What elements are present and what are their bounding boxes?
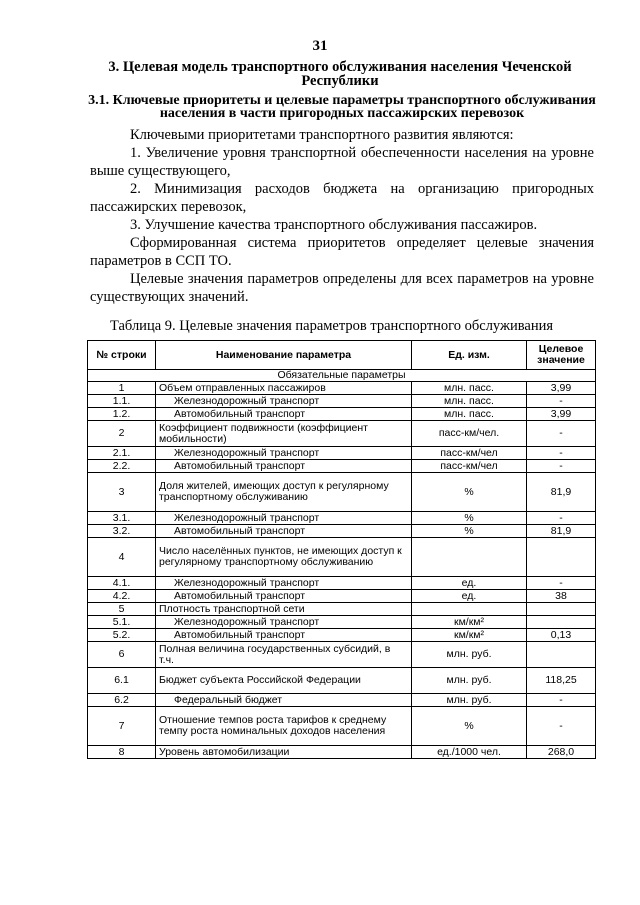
header-row-number: № строки xyxy=(88,341,156,370)
target-value-cell: 3,99 xyxy=(527,382,596,395)
target-value-cell: - xyxy=(527,512,596,525)
paragraph: Ключевыми приоритетами транспортного развития являются: xyxy=(130,127,514,143)
target-value-cell xyxy=(527,616,596,629)
target-value-cell xyxy=(527,538,596,577)
parameter-name-cell: Объем отправленных пассажиров xyxy=(156,382,412,395)
unit-cell: ед. xyxy=(412,577,527,590)
unit-cell: млн. руб. xyxy=(412,694,527,707)
unit-cell: % xyxy=(412,473,527,512)
unit-cell: пасс-км/чел xyxy=(412,447,527,460)
unit-cell: ед./1000 чел. xyxy=(412,746,527,759)
header-unit: Ед. изм. xyxy=(412,341,527,370)
paragraph: 1. Увеличение уровня транспортной обеспеченности населения на уровне выше существующего, xyxy=(90,145,594,179)
parameter-name-cell: Число населённых пунктов, не имеющих доступ к регулярному транспортному обслуживанию xyxy=(156,538,412,577)
table-row xyxy=(88,512,596,525)
parameter-name-cell: Железнодорожный транспорт xyxy=(156,447,412,460)
target-value-cell xyxy=(527,603,596,616)
parameter-name-cell: Полная величина государственных субсидий, в т.ч. xyxy=(156,642,412,668)
row-number-cell: 1 xyxy=(88,382,156,395)
row-number-cell: 5 xyxy=(88,603,156,616)
row-number-cell: 5.1. xyxy=(88,616,156,629)
row-number-cell: 4.2. xyxy=(88,590,156,603)
table-row xyxy=(88,707,596,746)
row-number-cell: 7 xyxy=(88,707,156,746)
parameter-name-cell: Автомобильный транспорт xyxy=(156,408,412,421)
parameter-name-cell: Автомобильный транспорт xyxy=(156,460,412,473)
unit-cell: пасс-км/чел xyxy=(412,460,527,473)
table-row xyxy=(88,668,596,694)
paragraph: 2. Минимизация расходов бюджета на организацию пригородных пассажирских перевозок, xyxy=(90,181,594,215)
target-value-cell: 268,0 xyxy=(527,746,596,759)
target-value-cell: - xyxy=(527,694,596,707)
parameter-name-cell: Отношение темпов роста тарифов к среднему темпу роста номинальных доходов населения xyxy=(156,707,412,746)
table-row xyxy=(88,460,596,473)
unit-cell: млн. руб. xyxy=(412,642,527,668)
row-number-cell: 3.1. xyxy=(88,512,156,525)
table-row xyxy=(88,590,596,603)
header-target-value: Целевое значение xyxy=(527,341,596,370)
table-caption: Таблица 9. Целевые значения параметров транспортного обслуживания xyxy=(110,318,554,334)
table-row xyxy=(88,746,596,759)
parameter-name-cell: Доля жителей, имеющих доступ к регулярному транспортному обслуживанию xyxy=(156,473,412,512)
target-value-cell: - xyxy=(527,577,596,590)
unit-cell: млн. руб. xyxy=(412,668,527,694)
parameter-name-cell: Бюджет субъекта Российской Федерации xyxy=(156,668,412,694)
row-number-cell: 2.2. xyxy=(88,460,156,473)
unit-cell: млн. пасс. xyxy=(412,382,527,395)
row-number-cell: 3 xyxy=(88,473,156,512)
row-number-cell: 4 xyxy=(88,538,156,577)
table-row xyxy=(88,694,596,707)
table-row xyxy=(88,577,596,590)
table-row xyxy=(88,616,596,629)
unit-cell: млн. пасс. xyxy=(412,408,527,421)
row-number-cell: 1.1. xyxy=(88,395,156,408)
row-number-cell: 6.1 xyxy=(88,668,156,694)
row-number-cell: 4.1. xyxy=(88,577,156,590)
target-value-cell xyxy=(527,642,596,668)
parameters-table xyxy=(87,340,596,759)
unit-cell: км/км² xyxy=(412,629,527,642)
target-value-cell: 81,9 xyxy=(527,525,596,538)
table-row xyxy=(88,421,596,447)
table-row xyxy=(88,629,596,642)
target-value-cell: - xyxy=(527,707,596,746)
unit-cell xyxy=(412,538,527,577)
section-heading: 3. Целевая модель транспортного обслуживания населения Чеченской Республики xyxy=(108,59,572,89)
row-number-cell: 1.2. xyxy=(88,408,156,421)
table-row xyxy=(88,642,596,668)
parameter-name-cell: Железнодорожный транспорт xyxy=(156,577,412,590)
table-row xyxy=(88,473,596,512)
row-number-cell: 3.2. xyxy=(88,525,156,538)
unit-cell: % xyxy=(412,707,527,746)
paragraph: 3. Улучшение качества транспортного обслуживания пассажиров. xyxy=(130,217,538,233)
parameter-name-cell: Уровень автомобилизации xyxy=(156,746,412,759)
table-row xyxy=(88,395,596,408)
table-row xyxy=(88,447,596,460)
parameter-name-cell: Железнодорожный транспорт xyxy=(156,395,412,408)
subsection-heading: 3.1. Ключевые приоритеты и целевые параметры транспортного обслуживания населения в части пригородных пассажирских перевозок xyxy=(88,93,596,121)
unit-cell: км/км² xyxy=(412,616,527,629)
row-number-cell: 8 xyxy=(88,746,156,759)
parameter-name-cell: Плотность транспортной сети xyxy=(156,603,412,616)
table-section-row xyxy=(88,370,596,382)
table-row xyxy=(88,382,596,395)
unit-cell xyxy=(412,603,527,616)
body-text xyxy=(90,126,594,306)
row-number-cell: 5.2. xyxy=(88,629,156,642)
unit-cell: млн. пасс. xyxy=(412,395,527,408)
unit-cell: % xyxy=(412,525,527,538)
row-number-cell: 6 xyxy=(88,642,156,668)
unit-cell: % xyxy=(412,512,527,525)
table-header-row xyxy=(88,341,596,370)
table-row xyxy=(88,408,596,421)
target-value-cell: 38 xyxy=(527,590,596,603)
parameter-name-cell: Железнодорожный транспорт xyxy=(156,512,412,525)
target-value-cell: - xyxy=(527,460,596,473)
unit-cell: ед. xyxy=(412,590,527,603)
parameter-name-cell: Железнодорожный транспорт xyxy=(156,616,412,629)
parameter-name-cell: Автомобильный транспорт xyxy=(156,525,412,538)
target-value-cell: 3,99 xyxy=(527,408,596,421)
target-value-cell: - xyxy=(527,447,596,460)
section-label: Обязательные параметры xyxy=(88,370,596,382)
row-number-cell: 2 xyxy=(88,421,156,447)
table-row xyxy=(88,538,596,577)
parameter-name-cell: Автомобильный транспорт xyxy=(156,629,412,642)
parameter-name-cell: Коэффициент подвижности (коэффициент мобильности) xyxy=(156,421,412,447)
unit-cell: пасс-км/чел. xyxy=(412,421,527,447)
target-value-cell: - xyxy=(527,395,596,408)
parameter-name-cell: Федеральный бюджет xyxy=(156,694,412,707)
page-number: 31 xyxy=(312,38,328,54)
target-value-cell: 81,9 xyxy=(527,473,596,512)
row-number-cell: 6.2 xyxy=(88,694,156,707)
header-parameter-name: Наименование параметра xyxy=(156,341,412,370)
target-value-cell: 118,25 xyxy=(527,668,596,694)
parameter-name-cell: Автомобильный транспорт xyxy=(156,590,412,603)
table-row xyxy=(88,525,596,538)
paragraph: Сформированная система приоритетов определяет целевые значения параметров в ССП ТО. xyxy=(90,235,594,269)
target-value-cell: - xyxy=(527,421,596,447)
row-number-cell: 2.1. xyxy=(88,447,156,460)
table-row xyxy=(88,603,596,616)
paragraph: Целевые значения параметров определены для всех параметров на уровне существующих значений. xyxy=(90,271,594,305)
target-value-cell: 0,13 xyxy=(527,629,596,642)
